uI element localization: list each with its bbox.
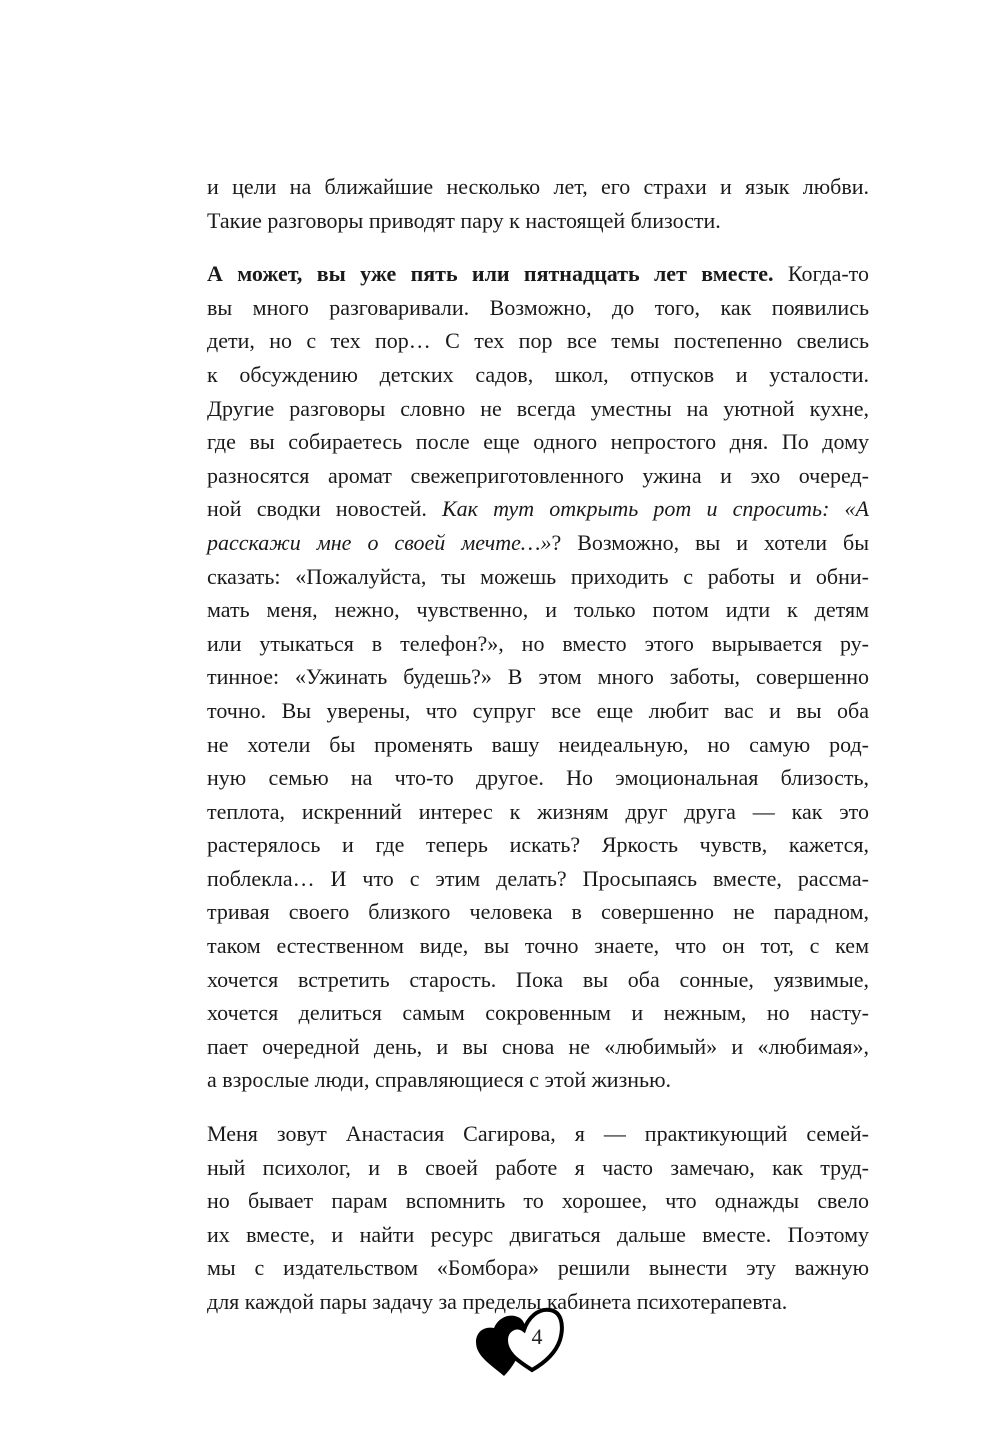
text-segment: таком естественном виде, вы точно знаете, что он тот, с кем xyxy=(207,933,869,959)
text-line xyxy=(207,694,869,728)
text-line xyxy=(207,324,869,358)
text-segment: где вы собираетесь после еще одного непростого дня. По дому xyxy=(207,429,869,455)
text-segment: а взрослые люди, справляющиеся с этой жизнью. xyxy=(207,1067,671,1093)
text-line xyxy=(207,492,869,526)
text-segment: или утыкаться в телефон?», но вместо этого вырывается ру- xyxy=(207,630,869,656)
text-line xyxy=(207,526,869,560)
text-line xyxy=(207,895,869,929)
text-segment: их вместе, и найти ресурс двигаться дальше вместе. Поэтому xyxy=(207,1221,869,1247)
text-line xyxy=(207,828,869,862)
text-line xyxy=(207,425,869,459)
text-line xyxy=(207,392,869,426)
text-segment: пает очередной день, и вы снова не «любимый» и «любимая», xyxy=(207,1033,869,1059)
italic-text: Как тут открыть рот и спросить: «А xyxy=(442,496,869,522)
text-segment: поблекла… И что с этим делать? Просыпаясь вместе, рассма- xyxy=(207,865,869,891)
text-line xyxy=(207,660,869,694)
text-segment: хочется встретить старость. Пока вы оба сонные, уязвимые, xyxy=(207,966,869,992)
page-number: 4 xyxy=(531,1324,543,1349)
text-line xyxy=(207,170,869,204)
text-line xyxy=(207,358,869,392)
text-segment: разносятся аромат свежеприготовленного ужина и эхо очеред- xyxy=(207,462,869,488)
text-line xyxy=(207,963,869,997)
text-segment: хочется делиться самым сокровенным и нежным, но насту- xyxy=(207,1000,869,1026)
text-segment: дети, но с тех пор… С тех пор все темы постепенно свелись xyxy=(207,328,869,354)
text-segment: мы с издательством «Бомбора» решили вынести эту важную xyxy=(207,1255,869,1281)
text-line xyxy=(207,627,869,661)
text-segment: не хотели бы променять вашу неидеальную, но самую род- xyxy=(207,731,869,757)
page-number-badge xyxy=(472,1298,572,1378)
paragraph xyxy=(207,1117,869,1319)
text-line xyxy=(207,1184,869,1218)
text-segment: ный психолог, и в своей работе я часто замечаю, как труд- xyxy=(207,1154,869,1180)
paragraph xyxy=(207,257,869,1097)
text-segment: точно. Вы уверены, что супруг все еще любит вас и вы оба xyxy=(207,697,869,723)
text-segment: ной сводки новостей. xyxy=(207,496,443,522)
text-line xyxy=(207,257,869,291)
body-text xyxy=(207,170,869,1339)
text-line xyxy=(207,862,869,896)
text-segment: вы много разговаривали. Возможно, до того, как появились xyxy=(207,294,869,320)
text-line xyxy=(207,1117,869,1151)
text-line xyxy=(207,795,869,829)
text-line xyxy=(207,929,869,963)
text-segment: тривая своего близкого человека в совершенно не парадном, xyxy=(207,899,869,925)
text-segment: мать меня, нежно, чувственно, и только потом идти к детям xyxy=(207,597,869,623)
text-segment: сказать: «Пожалуйста, ты можешь приходить с работы и обни- xyxy=(207,563,869,589)
text-line xyxy=(207,728,869,762)
text-line xyxy=(207,1218,869,1252)
text-segment: Меня зовут Анастасия Сагирова, я — практикующий семей- xyxy=(207,1121,869,1147)
text-segment: и цели на ближайшие несколько лет, его страхи и язык любви. xyxy=(207,174,869,199)
text-segment: растерялось и где теперь искать? Яркость чувств, кажется, xyxy=(207,832,869,858)
text-segment: к обсуждению детских садов, школ, отпусков и усталости. xyxy=(207,361,869,387)
text-line xyxy=(207,291,869,325)
text-segment: Другие разговоры словно не всегда уместны на уютной кухне, xyxy=(207,395,869,421)
italic-text: расскажи мне о своей мечте…» xyxy=(207,529,552,555)
text-line xyxy=(207,1030,869,1064)
text-segment: Когда-то xyxy=(773,261,869,287)
text-line xyxy=(207,593,869,627)
text-line xyxy=(207,459,869,493)
text-line xyxy=(207,1151,869,1185)
text-line xyxy=(207,560,869,594)
paragraph xyxy=(207,170,869,237)
text-segment: тинное: «Ужинать будешь?» В этом много заботы, совершенно xyxy=(207,664,869,690)
bold-text: А может, вы уже пять или пятнадцать лет вместе. xyxy=(207,261,774,287)
text-segment: теплота, искренний интерес к жизням друг друга — как это xyxy=(207,798,869,824)
text-line xyxy=(207,204,869,238)
text-segment: ? Возможно, вы и хотели бы xyxy=(551,529,870,555)
text-segment: для каждой пары задачу за пределы кабинета психотерапевта. xyxy=(207,1289,788,1314)
text-segment: но бывает парам вспомнить то хорошее, что однажды свело xyxy=(207,1188,869,1214)
text-segment: ную семью на что-то другое. Но эмоциональная близость, xyxy=(207,765,869,791)
text-line xyxy=(207,761,869,795)
text-line xyxy=(207,996,869,1030)
text-line xyxy=(207,1251,869,1285)
text-line xyxy=(207,1063,869,1097)
text-segment: Такие разговоры приводят пару к настоящей близости. xyxy=(207,207,721,233)
